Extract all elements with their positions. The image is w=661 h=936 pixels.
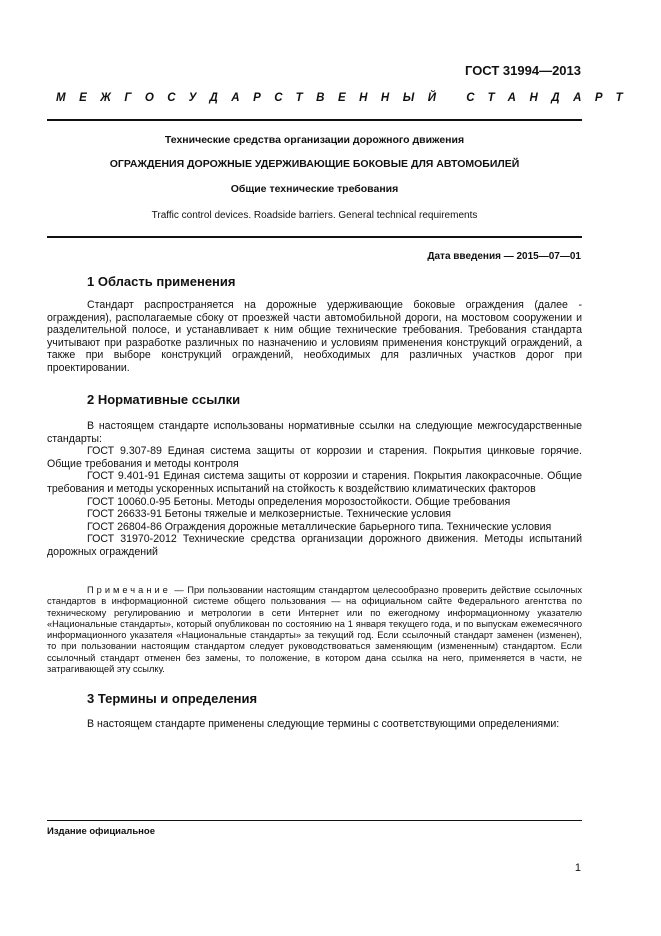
header-divider	[47, 119, 582, 121]
official-edition-label: Издание официальное	[47, 826, 155, 837]
section-3-paragraph: В настоящем стандарте применены следующие термины с соответствующими определениями:	[87, 718, 560, 730]
document-title: ОГРАЖДЕНИЯ ДОРОЖНЫЕ УДЕРЖИВАЮЩИЕ БОКОВЫЕ ДЛЯ АВТОМОБИЛЕЙ	[109, 158, 520, 170]
note-label: Примечание	[87, 585, 171, 595]
reference-item: ГОСТ 31970-2012 Технические средства организации дорожного движения. Методы испытаний дорожных ограждений	[47, 533, 582, 558]
section-1-heading: 1 Область применения	[87, 274, 236, 289]
section-1-paragraph: Стандарт распространяется на дорожные удерживающие боковые ограждения (далее - ограждения), располагаемые сбоку от проезжей части автомобильной дороги, на мостовом сооружении и разделительной полосе, и устанавливает к ним общие технические требования. Требования стандарта учитывают при разработке различных по назначению и условиям применения конструкций ограждений, а также при выборе конструкций ограждений, необходимых для различных участков дорог при проектировании.	[47, 299, 582, 374]
reference-item: ГОСТ 9.307-89 Единая система защиты от коррозии и старения. Покрытия цинковые горячие. Общие требования и методы контроля	[47, 445, 582, 470]
reference-item: ГОСТ 9.401-91 Единая система защиты от коррозии и старения. Покрытия лакокрасочные. Общие требования и методы ускоренных испытаний на стойкость к воздействию климатических факторов	[47, 470, 582, 495]
section-2-text	[47, 420, 582, 559]
reference-item: ГОСТ 26804-86 Ограждения дорожные металлические барьерного типа. Технические условия	[87, 520, 552, 533]
standard-type-heading: МЕЖГОСУДАРСТВЕННЫЙ СТАНДАРТ	[56, 92, 637, 104]
section-1-text	[47, 299, 582, 375]
introduction-date: Дата введения — 2015—07—01	[427, 251, 581, 262]
reference-item: ГОСТ 10060.0-95 Бетоны. Методы определения морозостойкости. Общие требования	[87, 495, 511, 508]
page-number: 1	[574, 862, 581, 874]
reference-note	[47, 585, 582, 675]
document-category: Технические средства организации дорожного движения	[164, 134, 465, 146]
reference-item: ГОСТ 26633-91 Бетоны тяжелые и мелкозернистые. Технические условия	[87, 508, 452, 521]
english-title: Traffic control devices. Roadside barriers. General technical requirements	[151, 210, 478, 221]
section-2-heading: 2 Нормативные ссылки	[87, 392, 241, 407]
document-subtitle: Общие технические требования	[230, 183, 399, 195]
footer-divider	[47, 820, 582, 821]
section-3-heading: 3 Термины и определения	[87, 691, 258, 706]
title-divider	[47, 236, 582, 238]
note-text: — При пользовании настоящим стандартом целесообразно проверить действие ссылочных стандартов в информационной системе общего пользования — на официальном сайте Федерального агентства по техническому регулированию и метрологии в сети Интернет или по ежегодному информационному указателю «Национальные стандарты», который опубликован по состоянию на 1 января текущего года, и по выпускам ежемесячного информационного указателя «Национальные стандарты» за текущий год. Если ссылочный стандарт заменен (изменен), то при пользовании настоящим стандартом следует руководствоваться заменяющим (измененным) стандартом. Если ссылочный стандарт отменен без замены, то положение, в котором дана ссылка на него, применяется в части, не затрагивающей эту ссылку.	[47, 585, 582, 675]
section-2-intro: В настоящем стандарте использованы нормативные ссылки на следующие межгосударственные стандарты:	[47, 420, 582, 445]
section-3-text	[47, 718, 582, 731]
gost-number: ГОСТ 31994—2013	[465, 63, 581, 78]
